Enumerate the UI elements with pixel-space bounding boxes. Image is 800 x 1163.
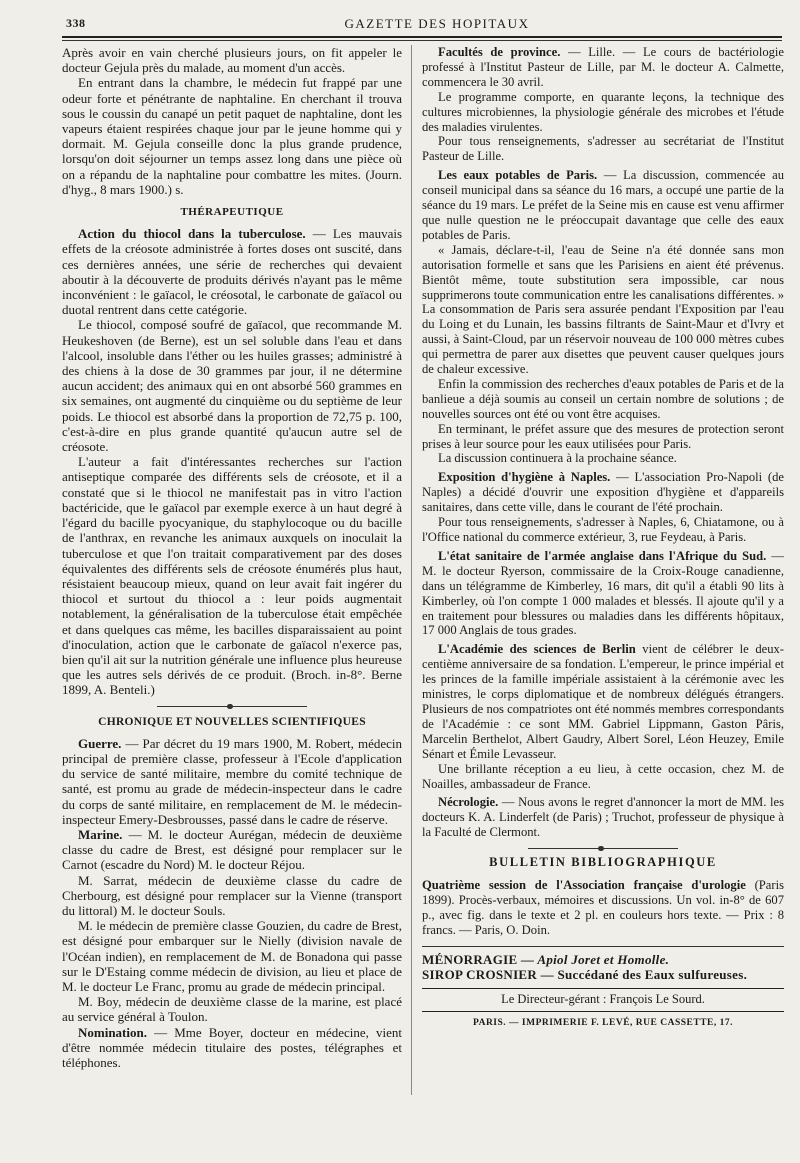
page-header	[62, 12, 782, 34]
article-paragraph: Le thiocol, composé soufré de gaïacol, que recommande M. Heukeshoven (de Berne), est un sel soluble dans l'eau et dans l'alcool, insoluble dans l'éther ou les huiles grasses; administré à des chiens à la dose de 30 grammes par jour, il ne détermine aucun accident; des animaux qui en ont absorbé 560 grammes en six semaines, ont augmenté du cinquième ou du septième de leur poids. Le thiocol est absorbé dans la proportion de 72,75 p. 100, c'est-à-dire en plus grande quantité qu'aucun autre sel de créosote.	[62, 317, 402, 455]
section-heading-therapeutique: THÉRAPEUTIQUE	[180, 206, 284, 219]
news-item: Nécrologie. — Nous avons le regret d'annoncer la mort de MM. les docteurs K. A. Linderfelt (de Paris) ; Truchot, professeur de physique à la Faculté de Clermont.	[422, 795, 784, 840]
news-item: Pour tous renseignements, s'adresser au secrétariat de l'Institut Pasteur de Lille.	[422, 134, 784, 164]
news-item: M. Sarrat, médecin de deuxième classe du cadre de Cherbourg, est désigné pour remplacer sur la Vienne (transport du littoral) M. le docteur Souls.	[62, 872, 402, 918]
news-item: En terminant, le préfet assure que des mesures de protection seront prises à leur source pour les eaux utilisées pour Paris.	[422, 421, 784, 451]
news-item: Le programme comporte, en quarante leçons, la technique des cultures microbiennes, la physiologie générale des microbes et l'étude des maladies virulentes.	[422, 89, 784, 134]
column-divider	[411, 45, 412, 1095]
article-paragraph: Action du thiocol dans la tuberculose. — Les mauvais effets de la créosote administrée à fortes doses ont suscité, dans ces dernières années, une série de recherches qui devaient aboutir à la découverte de produits dérivés n'ayant pas le même inconvénient : le gaïacol, le créosotal, le carbonate de gaïacol ou duotal rentrent dans cette catégorie.	[62, 226, 403, 318]
journal-title: GAZETTE DES HOPITAUX	[344, 16, 530, 31]
news-item: Facultés de province. — Lille. — Le cours de bactériologie professé à l'Institut Pasteur de Lille, par M. le docteur A. Calmette, commencera le 30 avril.	[422, 45, 784, 89]
news-item: L'Académie des sciences de Berlin vient de célébrer le deux-centième anniversaire de sa fondation. L'empereur, le prince impérial et les princes de la famille impériale assistaient à la cérémonie avec les ministres, le corps diplomatique et de nombreux délégués étrangers. Plusieurs de nos compatriotes ont été nommés membres correspondants de l'Académie : ce sont MM. Gabriel Lippmann, Gaston Pâris, Marcelin Berthelot, Albert Gaudry, Albert Sorel, Léon Heuzey, Emile Sénart et Émile Levasseur.	[422, 642, 784, 761]
news-item: Enfin la commission des recherches d'eaux potables de Paris et de la banlieue a déjà soumis au conseil un certain nombre de solutions ; de nouvelles sources ont été ou vont être acquises.	[422, 376, 784, 421]
header-rule	[62, 36, 782, 38]
left-column	[62, 45, 402, 1070]
advert-line: SIROP CROSNIER — Succédané des Eaux sulfureuses.	[422, 966, 748, 982]
page-number: 338	[66, 16, 86, 30]
section-heading-bulletin: BULLETIN BIBLIOGRAPHIQUE	[489, 855, 717, 870]
intro-paragraph: En entrant dans la chambre, le médecin fut frappé par une odeur forte et pénétrante de naphtaline. En cherchant il trouva sous le coussin du canapé un petit paquet de naphtaline, dont les vapeurs étaient respirées chaque jour par le jeune homme qui y dormait. M. Gejula conseille donc la plus grande prudence, lorsqu'on doit séjourner un temps assez long dans une pièce où on a répandu de la naphtaline pour combattre les mites. (Journ. d'hyg., 8 mars 1900.) s.	[62, 75, 402, 197]
article-paragraph: L'auteur a fait d'intéressantes recherches sur l'action antiseptique comparée des différents sels de créosote, et il a constaté que si le thiocol ne manifestait pas in vitro l'action bactéricide, que le gaïacol par exemple exerce à un haut degré à l'égard du bacille pyocyanique, du staphylocoque ou du bacille de l'anthrax, en revanche les animaux auxquels on inoculait la tuberculose et que l'on traitait comparativement par des doses équivalentes des différents sels de créosote énumérés plus haut, résistaient beaucoup mieux, quand on leur avait fait ingérer du thiocol et surtout du thiocol a : leur poids augmentait notablement, la généralisation de la tuberculose était empêchée et dans quelques cas même, les bacilles disparaissaient au point d'inoculation, action que le carbonate de gaïacol n'exerce pas, bien qu'il ait sur la nutrition générale une influence plus heureuse que les autres sels dérivés de ce produit. (Broch. in-8°. Berne 1899, A. Benteli.)	[62, 454, 402, 698]
news-item: La discussion continuera à la prochaine séance.	[438, 451, 677, 466]
news-item: Une brillante réception a eu lieu, à cette occasion, chez M. de Noailles, ambassadeur de France.	[422, 761, 784, 791]
news-item: Pour tous renseignements, s'adresser à Naples, 6, Chiatamone, ou à l'Office national du commerce extérieur, 3, rue Feydeau, à Paris.	[422, 515, 784, 544]
news-item: Les eaux potables de Paris. — La discussion, commencée au conseil municipal dans sa séance du 16 mars, a occupé une partie de la séance du 19 mars. Le préfet de la Seine mis en cause est venu affirmer que nulle question ne le préoccupait davantage que celle des eaux potables de Paris.	[422, 168, 784, 242]
director-line: Le Directeur-gérant : François Le Sourd.	[422, 988, 784, 1012]
news-item: M. le médecin de première classe Gouzien, du cadre de Brest, est désigné pour embarquer sur le Nielly (division navale de l'Océan indien), en remplacement de M. de Bonadona qui passe sur le D'Estaing comme médecin de division, au lieu et place de M. le docteur Le Franc, promu au grade de médecin principal.	[62, 918, 402, 994]
news-item: Nomination. — Mme Boyer, docteur en médecine, vient d'être nommée médecin titulaire des postes, télégraphes et téléphones.	[62, 1024, 402, 1070]
ad-rule	[422, 946, 784, 947]
bibliography-entry: Quatrième session de l'Association française d'urologie (Paris 1899). Procès-verbaux, mémoires et discussions. Un vol. in-8° de 607 p., avec fig. dans le texte et 2 pl. en couleurs hors texte. — Prix : 8 francs. — Paris, O. Doin.	[422, 878, 784, 937]
news-item: M. Boy, médecin de deuxième classe de la marine, est placé au service général à Toulon.	[62, 994, 402, 1025]
printer-line: PARIS. — IMPRIMERIE F. LEVÉ, RUE CASSETTE, 17.	[472, 1018, 733, 1029]
article-runin: Action du thiocol dans la tuberculose.	[78, 226, 306, 242]
advert-line: MÉNORRAGIE — Apiol Joret et Homolle.	[422, 951, 670, 967]
news-item: Exposition d'hygiène à Naples. — L'association Pro-Napoli (de Naples) a décidé d'ouvrir une exposition d'hygiène et d'appareils sanitaires, dans cette ville, dans le courant de l'été prochain.	[422, 470, 785, 515]
section-separator	[157, 706, 307, 707]
news-item: « Jamais, déclare-t-il, l'eau de Seine n'a été donnée sans mon autorisation formelle et sans que les Parisiens en aient été prévenus. Bientôt même, toute substitution sera impossible, car nous supprimerons toute communication entre les canalisations différentes. » La consommation de Paris sera assurée pendant l'Exposition par l'eau du Loing et du Lunain, les bassins filtrants de Saint-Maur et d'Ivry et aussi, à Saint-Cloud, par un réservoir nouveau de 100 000 mètres cubes qui permettra de parer aux disettes que peuvent causer quelques jours de chaleur excessive.	[422, 242, 784, 377]
header-rule-thin	[62, 40, 782, 41]
section-separator	[528, 848, 678, 849]
intro-paragraph: Après avoir en vain cherché plusieurs jours, on fit appeler le docteur Gejula près du malade, au moment d'un accès.	[62, 45, 402, 76]
right-column	[422, 45, 784, 1031]
news-item: Guerre. — Par décret du 19 mars 1900, M. Robert, médecin principal de première classe, professeur à l'Ecole d'application du service de santé militaire, membre du comité technique de santé, est promu au grade de médecin-inspecteur dans le cadre du corps de santé militaire, en remplacement de M. le médecin-inspecteur Emery-Desbrousses, passé dans le cadre de réserve.	[62, 735, 402, 827]
section-heading-chronique: CHRONIQUE ET NOUVELLES SCIENTIFIQUES	[98, 715, 366, 728]
news-item: L'état sanitaire de l'armée anglaise dans l'Afrique du Sud. — M. le docteur Ryerson, commissaire de la Croix-Rouge canadienne, dans un télégramme de Kimberley, 16 mars, dit qu'il a établi 90 lits à Kimberley, où l'on compte 1 000 malades et blessés. Il ajoute qu'il y a en traitement pour blessures ou maladies dans les différents hôpitaux, 17 000 Anglais de tous grades.	[422, 548, 784, 638]
news-item: Marine. — M. le docteur Aurégan, médecin de deuxième classe du cadre de Brest, est désigné pour remplacer sur le Carnot (escadre du Nord) M. le docteur Réjou.	[62, 826, 402, 873]
